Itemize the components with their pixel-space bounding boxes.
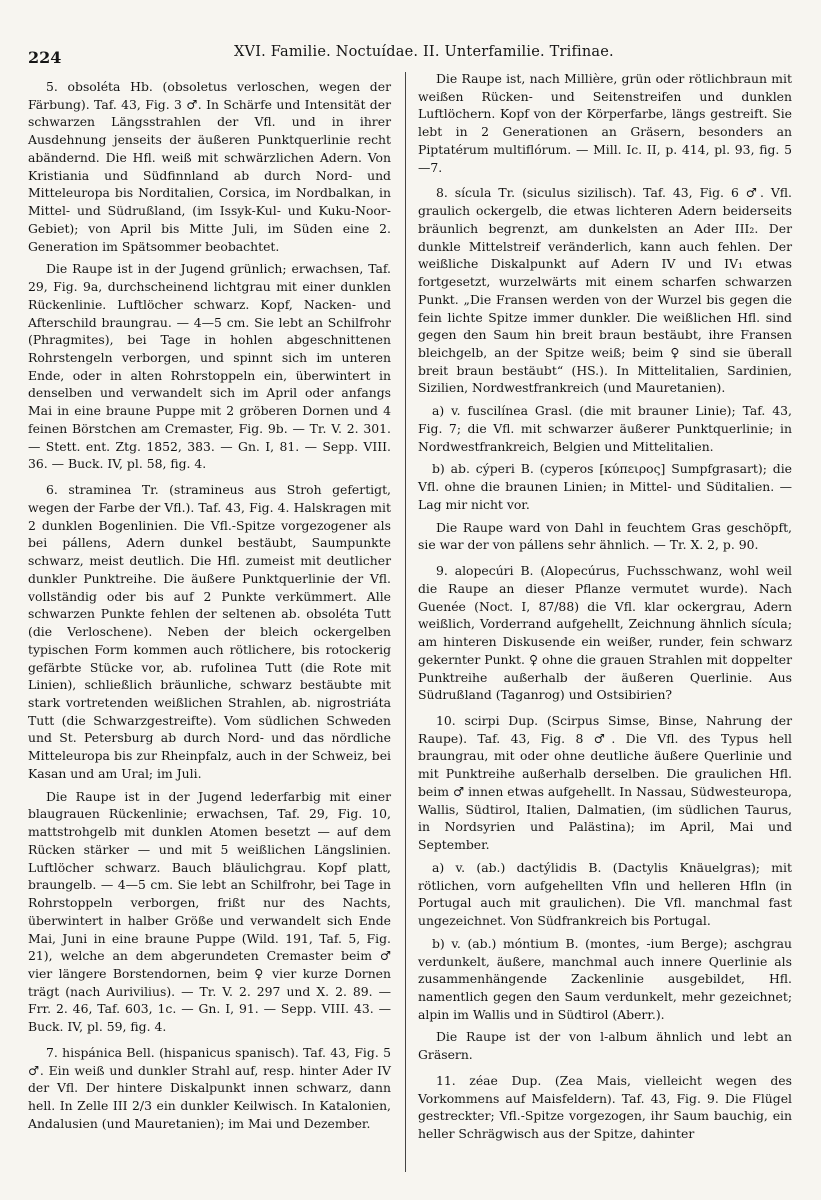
page-number: 224 [28,48,62,67]
larva-straminea: Die Raupe ist in der Jugend lederfarbig mit einer blaugrauen Rückenlinie; erwachsen, Taf. 29, Fig. 10, mattstrohgelb mit dunklen Atomen besetzt — auf dem Rücken stärker — und mit 5 weißlichen Längslinien. Luftlöcher schwarz. Bauch bläulichgrau. Kopf platt, braungelb. — 4—5 cm. Sie lebt an Schilfrohr, bei Tage in Rohrstoppeln verborgen, frißt nur des Nachts, überwintert in halber Größe und verwandelt sich Ende Mai, Juni in eine braune Puppe (Wild. 191, Taf. 5, Fig. 21), welche an dem abgerundeten Cremaster beim ♂ vier längere Borstendornen, beim ♀ vier kurze Dornen trägt (nach Aurivilius). — Tr. V. 2. 297 und X. 2. 89. — Frr. 2. 46, Taf. 603, 1c. — Gn. I, 91. — Sepp. VIII. 43. — Buck. IV, pl. 59, fig. 4. [28,788,391,1035]
entry-hispanica: 7. hispánica Bell. (hispanicus spanisch). Taf. 43, Fig. 5 ♂. Ein weiß und dunkler Strahl auf, resp. hinter Ader IV der Vfl. Der hintere Diskalpunkt innen schwarz, dann hell. In Zelle III 2/3 ein dunkler Keilwisch. In Katalonien, Andalusien (und Mauretanien); im Mai und Dezember. [28,1044,391,1131]
variety-montium: b) v. (ab.) móntium B. (montes, -ium Berge); aschgrau verdunkelt, äußere, manchmal auch innere Querlinie als zusammenhängende Zackenlinie ausgebildet, Hfl. namentlich gegen den Saum verdunkelt, mehr gezeichnet; alpin im Wallis und in Südtirol (Aberr.). [418,935,792,1022]
left-column [28,70,391,1138]
larva-obsoleta: Die Raupe ist in der Jugend grünlich; erwachsen, Taf. 29, Fig. 9a, durchscheinend lichtgrau mit einer dunklen Rückenlinie. Luftlöcher schwarz. Kopf, Nacken- und Afterschild braungrau. — 4—5 cm. Sie lebt an Schilfrohr (Phragmites), bei Tage in hohlen abgeschnittenen Rohrstengeln verborgen, und spinnt sich im unteren Ende, oder in alten Rohrstoppeln ein, überwintert in denselben und verwandelt sich im April oder anfangs Mai in eine braune Puppe mit 2 gröberen Dornen und 4 feinen Börstchen am Cremaster, Fig. 9b. — Tr. V. 2. 301. — Stett. ent. Ztg. 1852, 383. — Gn. I, 81. — Sepp. VIII. 36. — Buck. IV, pl. 58, fig. 4. [28,261,391,472]
running-title: XVI. Familie. Noctuídae. II. Unterfamilie. Trifinae. [234,44,614,60]
variety-fuscilinea: a) v. fuscilínea Grasl. (die mit brauner Linie); Taf. 43, Fig. 7; die Vfl. mit schwarzer äußerer Punktquerlinie; in Nordwestfrankreich, Belgien und Mittelitalien. [418,403,792,454]
entry-obsoleta: 5. obsoléta Hb. (obsoletus verloschen, wegen der Färbung). Taf. 43, Fig. 3 ♂. In Schärfe und Intensität der schwarzen Längsstrahlen der Vfl. und in ihrer Ausdehnung jenseits der äußeren Punktquerlinie recht abändernd. Die Hfl. weiß mit schwärzlichen Adern. Von Kristiania und Südfinnland ab durch Nord- und Mitteleuropa bis Norditalien, Corsica, im Nordbalkan, in Mittel- und Südrußland, (im Issyk-Kul- und Kuku-Noor-Gebiet); von April bis Mitte Juli, im Süden eine 2. Generation im Spätsommer beobachtet. [28,79,391,254]
entry-straminea: 6. straminea Tr. (stramineus aus Stroh gefertigt, wegen der Farbe der Vfl.). Taf. 43, Fig. 4. Halskragen mit 2 dunklen Bogenlinien. Die Vfl.-Spitze vorgezogener als bei pállens, Adern dunkel bestäubt, Saumpunkte schwarz, meist deutlich. Die Hfl. zumeist mit deutlicher dunkler Punktreihe. Die äußere Punktquerlinie der Vfl. vollständig oder bis auf 2 Punkte verkümmert. Alle schwarzen Punkte fehlen der seltenen ab. obsoléta Tutt (die Verloschene). Neben der bleich ockergelben typischen Form kommen auch rötlichere, bis rotockerig gefärbte Stücke vor, ab. rufolinea Tutt (die Rote mit Linien), schließlich bräunliche, schwarz bestäubte mit stark vortretenden weißlichen Strahlen, ab. nigrostriáta Tutt (die Schwarzgestreifte). Vom südlichen Schweden und St. Petersburg ab durch Nord- und das nördliche Mitteleuropa bis zur Rheinpfalz, auch in der Schweiz, bei Kasan und am Ural; im Juli. [28,482,391,781]
entry-sicula: 8. sícula Tr. (siculus sizilisch). Taf. 43, Fig. 6 ♂. Vfl. graulich ockergelb, die etwas lichteren Adern beiderseits bräunlich begrenzt, am dunkelsten an Ader III₂. Der dunkle Mittelstreif veränderlich, kann auch fehlen. Der weißliche Diskalpunkt auf Adern IV und IV₁ etwas fortgesetzt, wurzelwärts mit einem scharfen schwarzen Punkt. „Die Fransen werden von der Wurzel bis gegen die fein lichte Spitze immer dunkler. Die weißlichen Hfl. sind gegen den Saum hin breit braun bestäubt, ihre Fransen bleichgelb, an der Spitze weiß; beim ♀ sind sie überall breit braun bestäubt“ (HS.). In Mittelitalien, Sardinien, Sizilien, Nordwestfrankreich (und Mauretanien). [418,185,792,396]
larva-scirpi: Die Raupe ist der von l-album ähnlich und lebt an Gräsern. [418,1029,792,1063]
column-divider [405,72,406,1172]
right-column [418,70,792,1148]
variety-dactylidis: a) v. (ab.) dactýlidis B. (Dactylis Knäuelgras); mit rötlichen, vorn aufgehellten Vfln und helleren Hfln (in Portugal auch mit graulichen). Die Vfl. manchmal fast ungezeichnet. Von Südfrankreich bis Portugal. [418,859,792,929]
variety-cyperi: b) ab. cýperi B. (cyperos [κύπειρος] Sumpfgrasart); die Vfl. ohne die braunen Linien; in Mittel- und Süditalien. — Lag mir nicht vor. [418,461,792,512]
running-header [28,44,793,66]
entry-zeae: 11. zéae Dup. (Zea Mais, vielleicht wegen des Vorkommens auf Maisfeldern). Taf. 43, Fig. 9. Die Flügel gestreckter; Vfl.-Spitze vorgezogen, ihr Saum bauchig, ein heller Schrägwisch aus der Spitze, dahinter [418,1072,792,1142]
entry-alopecuri: 9. alopecúri B. (Alopecúrus, Fuchsschwanz, wohl weil die Raupe an dieser Pflanze vermutet wurde). Nach Guenée (Noct. I, 87/88) die Vfl. klar ockergrau, Adern weißlich, Vorderrand aufgehellt, Zeichnung ähnlich sícula; am hinteren Diskusende ein weißer, runder, fein schwarz gekernter Punkt. ♀ ohne die grauen Strahlen mit doppelter Punktreihe außerhalb der äußeren Querlinie. Aus Südrußland (Taganrog) und Ostsibirien? [418,563,792,703]
larva-sicula: Die Raupe ward von Dahl in feuchtem Gras geschöpft, sie war der von pállens sehr ähnlich. — Tr. X. 2, p. 90. [418,519,792,553]
larva-hispanica: Die Raupe ist, nach Millière, grün oder rötlichbraun mit weißen Rücken- und Seitenstreifen und dunklen Luftlöchern. Kopf von der Körperfarbe, längs gestreift. Sie lebt in 2 Generationen an Gräsern, besonders an Piptatérum multiflórum. — Mill. Ic. II, p. 414, pl. 93, fig. 5—7. [418,71,792,175]
entry-scirpi: 10. scirpi Dup. (Scirpus Simse, Binse, Nahrung der Raupe). Taf. 43, Fig. 8 ♂. Die Vfl. des Typus hell braungrau, mit oder ohne deutliche äußere Querlinie und mit Punktreihe außerhalb derselben. Die graulichen Hfl. beim ♂ innen etwas aufgehellt. In Nassau, Südwesteuropa, Wallis, Südtirol, Italien, Dalmatien, (im südlichen Taurus, in Nordsyrien und Palästina); im April, Mai und September. [418,712,792,853]
